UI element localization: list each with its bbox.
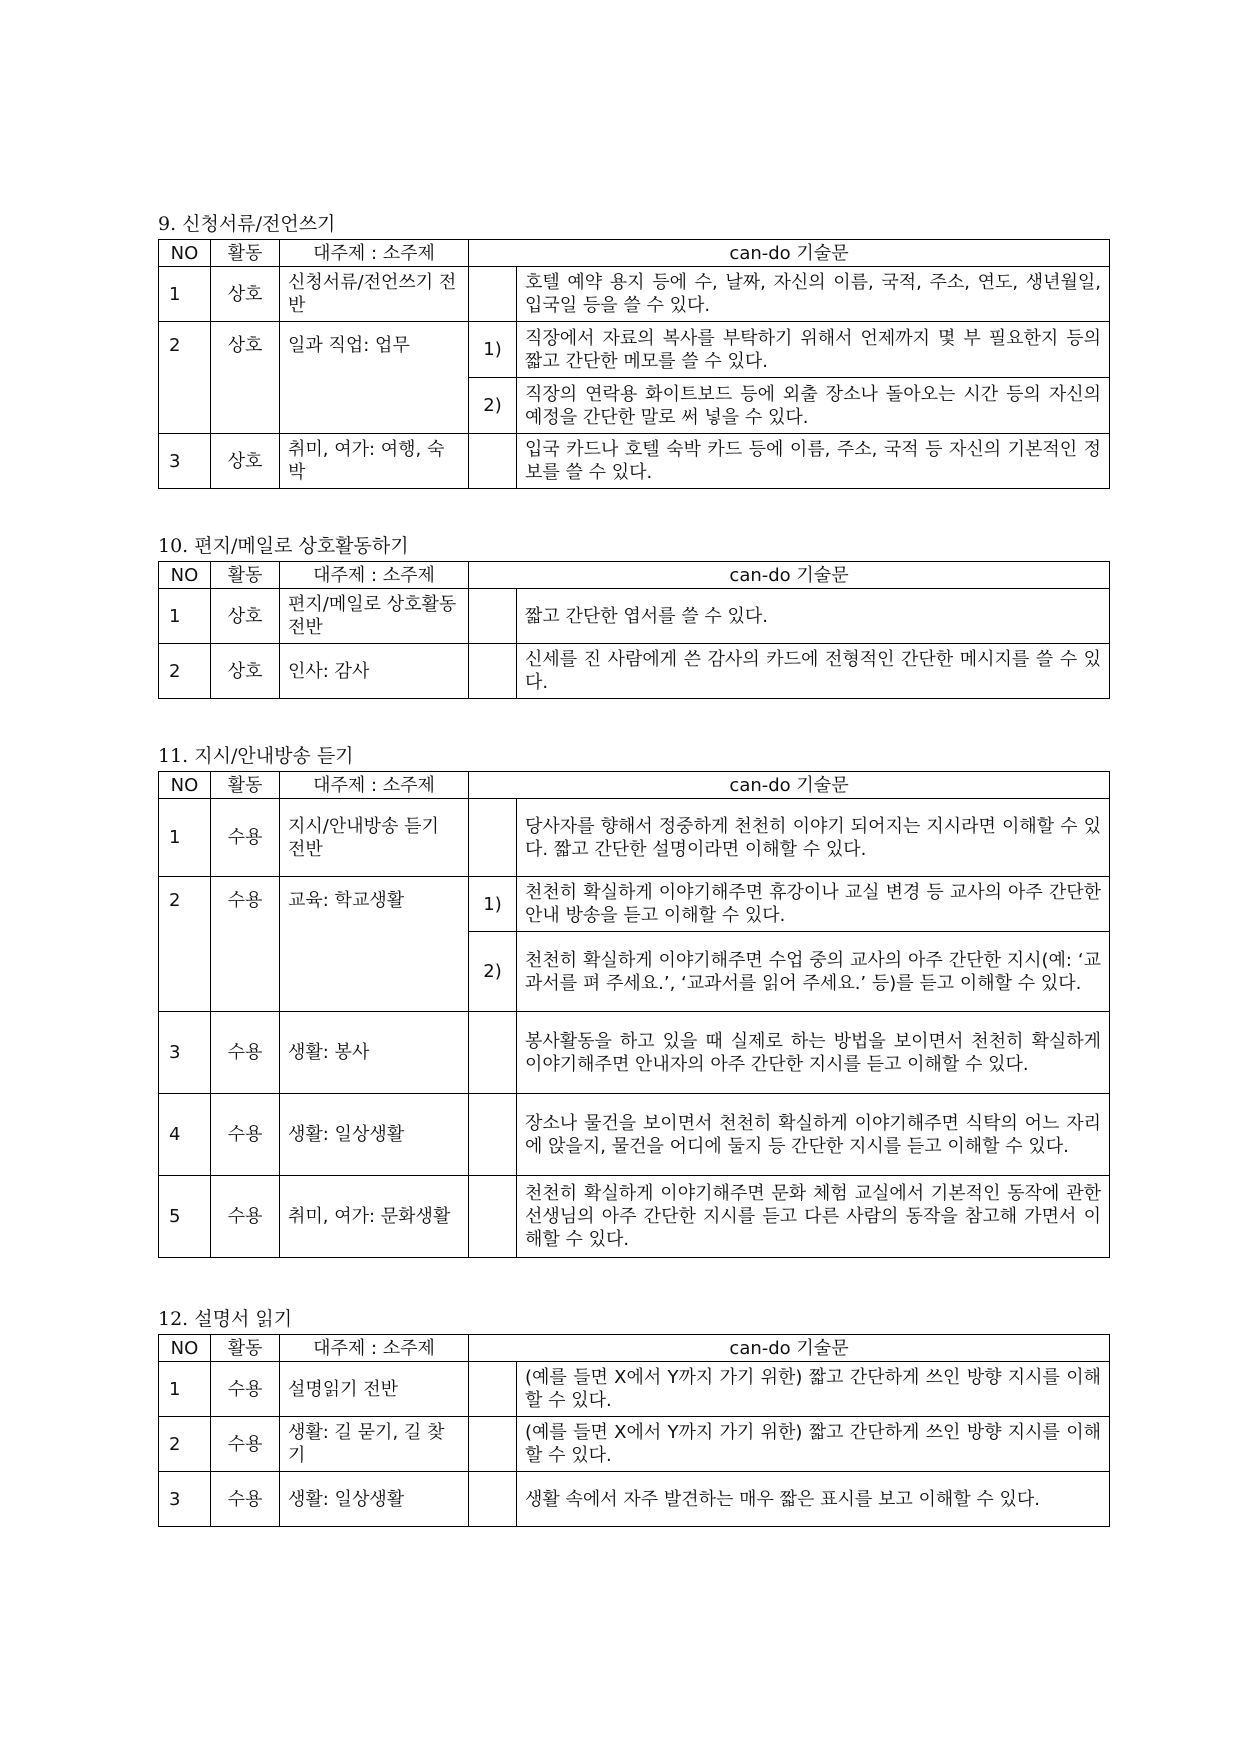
- header-statement: can-do 기술문: [469, 562, 1110, 589]
- row-topic: 신청서류/전언쓰기 전반: [280, 267, 469, 322]
- row-subnum: [469, 1417, 517, 1472]
- row-subnum: [469, 1012, 517, 1094]
- header-statement: can-do 기술문: [469, 1335, 1110, 1362]
- cando-table: [158, 239, 1110, 489]
- table-header-row: [159, 772, 1110, 799]
- header-activity: 활동: [211, 772, 280, 799]
- table-row: [159, 589, 1110, 644]
- header-topic: 대주제 : 소주제: [280, 1335, 469, 1362]
- header-activity: 활동: [211, 1335, 280, 1362]
- header-statement: can-do 기술문: [469, 240, 1110, 267]
- section-title: 9. 신청서류/전언쓰기: [158, 213, 336, 235]
- row-subnum: [469, 1472, 517, 1527]
- row-activity: 수용: [211, 799, 280, 877]
- table-row: [159, 1176, 1110, 1258]
- row-topic: 생활: 길 묻기, 길 찾기: [280, 1417, 469, 1472]
- row-activity: 수용: [211, 1417, 280, 1472]
- table-row: [159, 322, 1110, 378]
- table-row: [159, 1012, 1110, 1094]
- section-title: 12. 설명서 읽기: [158, 1308, 293, 1330]
- row-no: 2: [159, 644, 211, 699]
- row-no: 3: [159, 434, 211, 489]
- header-no: NO: [159, 240, 211, 267]
- row-topic: 취미, 여가: 문화생활: [280, 1176, 469, 1258]
- table-row: [159, 1472, 1110, 1527]
- row-activity: 상호: [211, 589, 280, 644]
- row-topic: 교육: 학교생활: [280, 877, 469, 1012]
- row-topic: 생활: 일상생활: [280, 1094, 469, 1176]
- row-statement: 천천히 확실하게 이야기해주면 수업 중의 교사의 아주 간단한 지시(예: ‘교과서를 펴 주세요.’, ‘교과서를 읽어 주세요.’ 등)를 듣고 이해할 수 있다.: [517, 932, 1110, 1012]
- row-no: 1: [159, 799, 211, 877]
- header-topic: 대주제 : 소주제: [280, 772, 469, 799]
- header-no: NO: [159, 1335, 211, 1362]
- row-subnum: [469, 1176, 517, 1258]
- row-statement: 장소나 물건을 보이면서 천천히 확실하게 이야기해주면 식탁의 어느 자리에 앉을지, 물건을 어디에 둘지 등 간단한 지시를 듣고 이해할 수 있다.: [517, 1094, 1110, 1176]
- row-statement: (예를 들면 X에서 Y까지 가기 위한) 짧고 간단하게 쓰인 방향 지시를 이해할 수 있다.: [517, 1362, 1110, 1417]
- row-topic: 일과 직업: 업무: [280, 322, 469, 434]
- cando-table: [158, 1334, 1110, 1527]
- section-title: 11. 지시/안내방송 듣기: [158, 745, 354, 767]
- cando-table: [158, 561, 1110, 699]
- row-statement: (예를 들면 X에서 Y까지 가기 위한) 짧고 간단하게 쓰인 방향 지시를 이해할 수 있다.: [517, 1417, 1110, 1472]
- row-statement: 천천히 확실하게 이야기해주면 휴강이나 교실 변경 등 교사의 아주 간단한 안내 방송을 듣고 이해할 수 있다.: [517, 877, 1110, 932]
- header-activity: 활동: [211, 562, 280, 589]
- row-activity: 수용: [211, 1176, 280, 1258]
- table-row: [159, 799, 1110, 877]
- row-activity: 상호: [211, 267, 280, 322]
- header-topic: 대주제 : 소주제: [280, 240, 469, 267]
- header-statement: can-do 기술문: [469, 772, 1110, 799]
- row-topic: 취미, 여가: 여행, 숙박: [280, 434, 469, 489]
- row-subnum: [469, 644, 517, 699]
- section-9: [158, 212, 1110, 489]
- row-statement: 입국 카드나 호텔 숙박 카드 등에 이름, 주소, 국적 등 자신의 기본적인 정보를 쓸 수 있다.: [517, 434, 1110, 489]
- row-subnum: [469, 799, 517, 877]
- row-subnum: 2): [469, 378, 517, 434]
- row-activity: 상호: [211, 322, 280, 434]
- row-statement: 생활 속에서 자주 발견하는 매우 짧은 표시를 보고 이해할 수 있다.: [517, 1472, 1110, 1527]
- section-10: [158, 534, 1110, 699]
- table-row: [159, 1362, 1110, 1417]
- table-header-row: [159, 562, 1110, 589]
- row-statement: 천천히 확실하게 이야기해주면 문화 체험 교실에서 기본적인 동작에 관한 선생님의 아주 간단한 지시를 듣고 다른 사람의 동작을 참고해 가면서 이해할 수 있다.: [517, 1176, 1110, 1258]
- row-subnum: 2): [469, 932, 517, 1012]
- header-no: NO: [159, 562, 211, 589]
- row-topic: 생활: 일상생활: [280, 1472, 469, 1527]
- row-statement: 짧고 간단한 엽서를 쓸 수 있다.: [517, 589, 1110, 644]
- row-no: 3: [159, 1472, 211, 1527]
- table-row: [159, 1094, 1110, 1176]
- row-subnum: 1): [469, 322, 517, 378]
- section-11: [158, 744, 1110, 1258]
- row-statement: 호텔 예약 용지 등에 수, 날짜, 자신의 이름, 국적, 주소, 연도, 생년월일, 입국일 등을 쓸 수 있다.: [517, 267, 1110, 322]
- row-no: 1: [159, 1362, 211, 1417]
- table-row: [159, 1417, 1110, 1472]
- row-topic: 인사: 감사: [280, 644, 469, 699]
- row-subnum: [469, 589, 517, 644]
- row-activity: 수용: [211, 1012, 280, 1094]
- row-subnum: 1): [469, 877, 517, 932]
- row-no: 3: [159, 1012, 211, 1094]
- row-no: 2: [159, 322, 211, 434]
- header-topic: 대주제 : 소주제: [280, 562, 469, 589]
- header-no: NO: [159, 772, 211, 799]
- row-topic: 지시/안내방송 듣기 전반: [280, 799, 469, 877]
- row-no: 1: [159, 589, 211, 644]
- table-header-row: [159, 1335, 1110, 1362]
- row-subnum: [469, 267, 517, 322]
- row-no: 5: [159, 1176, 211, 1258]
- table-header-row: [159, 240, 1110, 267]
- row-statement: 당사자를 향해서 정중하게 천천히 이야기 되어지는 지시라면 이해할 수 있다. 짧고 간단한 설명이라면 이해할 수 있다.: [517, 799, 1110, 877]
- row-no: 2: [159, 1417, 211, 1472]
- row-topic: 편지/메일로 상호활동전반: [280, 589, 469, 644]
- row-activity: 수용: [211, 1362, 280, 1417]
- row-activity: 상호: [211, 644, 280, 699]
- row-subnum: [469, 1094, 517, 1176]
- section-title: 10. 편지/메일로 상호활동하기: [158, 535, 409, 557]
- table-row: [159, 877, 1110, 932]
- row-no: 4: [159, 1094, 211, 1176]
- row-subnum: [469, 434, 517, 489]
- table-row: [159, 434, 1110, 489]
- row-no: 1: [159, 267, 211, 322]
- row-activity: 상호: [211, 434, 280, 489]
- row-subnum: [469, 1362, 517, 1417]
- row-statement: 직장의 연락용 화이트보드 등에 외출 장소나 돌아오는 시간 등의 자신의 예정을 간단한 말로 써 넣을 수 있다.: [517, 378, 1110, 434]
- row-statement: 신세를 진 사람에게 쓴 감사의 카드에 전형적인 간단한 메시지를 쓸 수 있다.: [517, 644, 1110, 699]
- header-activity: 활동: [211, 240, 280, 267]
- row-activity: 수용: [211, 877, 280, 1012]
- row-statement: 봉사활동을 하고 있을 때 실제로 하는 방법을 보이면서 천천히 확실하게 이야기해주면 안내자의 아주 간단한 지시를 듣고 이해할 수 있다.: [517, 1012, 1110, 1094]
- row-topic: 생활: 봉사: [280, 1012, 469, 1094]
- row-no: 2: [159, 877, 211, 1012]
- section-12: [158, 1307, 1110, 1527]
- row-activity: 수용: [211, 1472, 280, 1527]
- table-row: [159, 267, 1110, 322]
- row-topic: 설명읽기 전반: [280, 1362, 469, 1417]
- table-row: [159, 644, 1110, 699]
- cando-table: [158, 771, 1110, 1258]
- row-activity: 수용: [211, 1094, 280, 1176]
- row-statement: 직장에서 자료의 복사를 부탁하기 위해서 언제까지 몇 부 필요한지 등의 짧고 간단한 메모를 쓸 수 있다.: [517, 322, 1110, 378]
